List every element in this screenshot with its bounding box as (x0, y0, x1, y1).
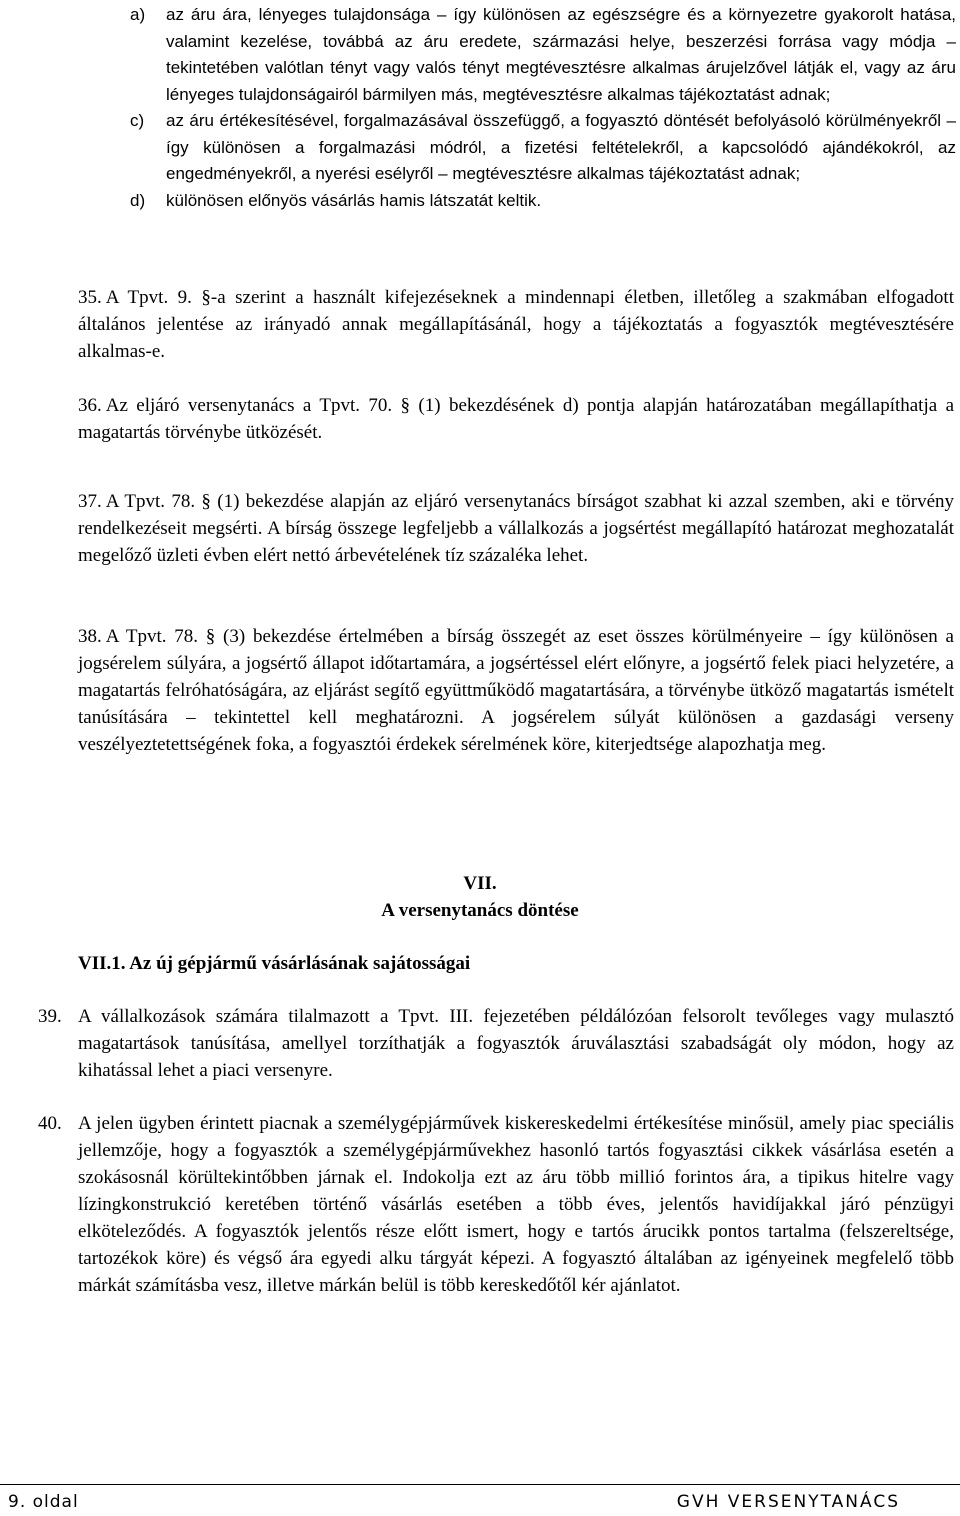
paragraph-number: 39. (38, 1006, 62, 1027)
page-number: 9. oldal (8, 1492, 79, 1512)
paragraph-38 (78, 623, 954, 758)
footer-divider (0, 1484, 960, 1485)
paragraph-number: 36. (78, 395, 102, 416)
chapter-number: VII. (463, 873, 497, 894)
list-item-c (130, 108, 956, 188)
paragraph-number: 40. (38, 1113, 62, 1134)
list-item-text: az áru ára, lényeges tulajdonsága – így különösen az egészségre és a környezetre gyakorolt hatása, valamint kezelése, továbbá az áru eredete, származási helye, beszerzési forrása vagy módja – tekintetében valótlan tényt vagy valós tényt megtévesztésre alkalmas árujelzővel látják el, vagy az áru lényeges tulajdonságairól bármilyen más, megtévesztésre alkalmas tájékoztatást adnak; (166, 5, 956, 104)
section-heading: VII.1. Az új gépjármű vásárlásának sajátosságai (78, 953, 471, 974)
lettered-list (130, 2, 956, 214)
paragraph-39 (38, 1003, 954, 1084)
paragraph-40 (38, 1110, 954, 1299)
list-item-text: az áru értékesítésével, forgalmazásával összefüggő, a fogyasztó döntését befolyásoló körülményekről – így különösen a forgalmazási módról, a fizetési feltételekről, a kapcsolódó ajándékokról, az engedményekről, a nyerési esélyről – megtévesztésre alkalmas tájékoztatást adnak; (166, 111, 956, 183)
paragraph-number: 38. (78, 626, 102, 647)
paragraph-35 (78, 284, 954, 365)
list-item-text: különösen előnyös vásárlás hamis látszatát keltik. (166, 190, 542, 210)
list-item-label: a) (130, 5, 146, 24)
paragraph-number: 35. (78, 287, 102, 308)
list-item-label: d) (130, 190, 146, 210)
paragraph-number: 37. (78, 491, 102, 512)
list-item-label: c) (130, 111, 145, 130)
paragraph-36 (78, 392, 954, 446)
list-item-a (130, 2, 956, 108)
paragraph-text: A vállalkozások számára tilalmazott a Tpvt. III. fejezetében példálózóan felsorolt tevőleges vagy mulasztó magatartások tanúsítása, amellyel torzíthatják a fogyasztók áruválasztási szabadságát oly módon, hogy az kihatással lehet a piaci versenyre. (78, 1006, 954, 1081)
footer-organization: GVH VERSENYTANÁCS (676, 1492, 900, 1512)
paragraph-text: A Tpvt. 78. § (1) bekezdése alapján az eljáró versenytanács bírságot szabhat ki azzal szemben, aki e törvény rendelkezéseit megsérti. A bírság összege legfeljebb a vállalkozás a jogsértést megállapító határozat meghozatalát megelőző üzleti évben elért nettó árbevételének tíz százaléka lehet. (78, 491, 954, 566)
paragraph-text: A jelen ügyben érintett piacnak a személygépjárművek kiskereskedelmi értékesítése minősül, amely piac speciális jellemzője, hogy a fogyasztók a személygépjárművekhez hasonló tartós fogyasztási cikkek vásárlása esetén a szokásosnál körültekintőbben járnak el. Indokolja ezt az áru több millió forintos ára, a tipikus hitelre vagy lízingkonstrukció keretében történő vásárlás esetében a több éves, jelentős havidíjakkal járó pénzügyi elköteleződés. A fogyasztók jelentős része előtt ismert, hogy e tartós árucikk pontos tartalma (felszereltsége, tartozékok köre) és végső ára egyedi alku tárgyát képezi. A fogyasztó általában az igényeinek megfelelő több márkát számításba vesz, illetve márkán belül is több kereskedőtől kér ajánlatot. (78, 1113, 954, 1296)
paragraph-text: A Tpvt. 78. § (3) bekezdése értelmében a bírság összegét az eset összes körülményeire – így különösen a jogsérelem súlyára, a jogsértő állapot időtartamára, a jogsértéssel elért előnyre, a jogsértő felek piaci helyzetére, a magatartás felróhatóságára, az eljárást segítő együttműködő magatartására, a törvénybe ütköző magatartás ismételt tanúsítására – tekintettel kell meghatározni. A jogsérelem súlyát különösen a gazdasági verseny veszélyeztetettségének foka, a fogyasztói érdekek sérelmének köre, kiterjedtsége alapozhatja meg. (78, 626, 954, 755)
paragraph-37 (78, 488, 954, 569)
paragraph-text: Az eljáró versenytanács a Tpvt. 70. § (1) bekezdésének d) pontja alapján határozatában megállapíthatja a magatartás törvénybe ütközését. (78, 395, 954, 443)
list-item-d (130, 188, 956, 215)
paragraph-text: A Tpvt. 9. §-a szerint a használt kifejezéseknek a mindennapi életben, illetőleg a szakmában elfogadott általános jelentése az irányadó annak megállapításánál, hogy a tájékoztatás a fogyasztók megtévesztésére alkalmas-e. (78, 287, 954, 362)
chapter-title: A versenytanács döntése (381, 900, 579, 921)
